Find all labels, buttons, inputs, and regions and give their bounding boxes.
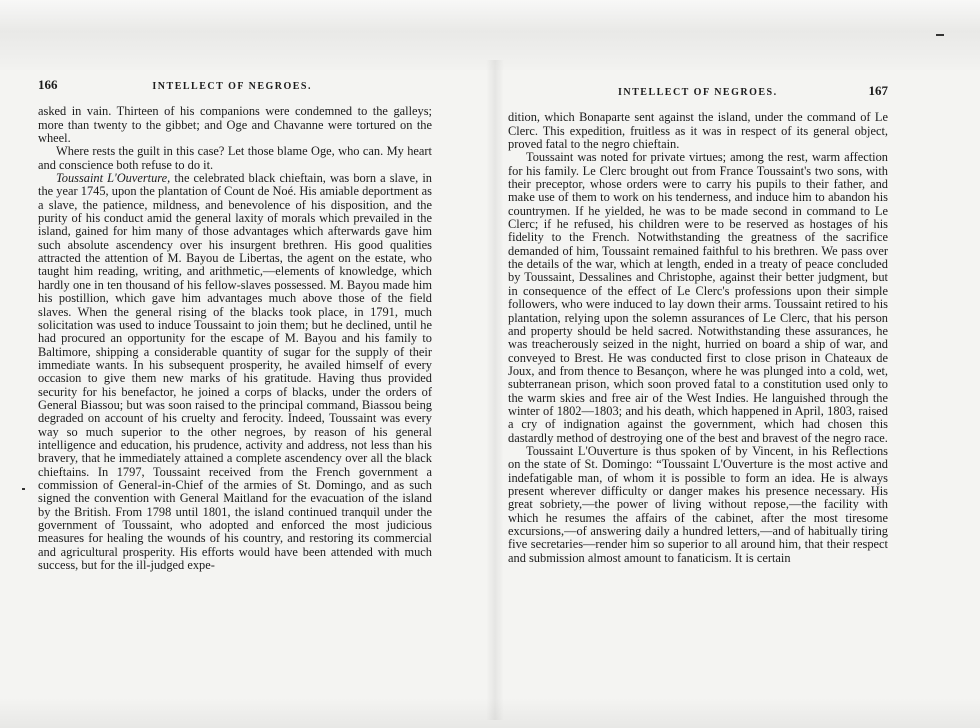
running-head: INTELLECT OF NEGROES. [618, 87, 778, 98]
page-number: 166 [38, 77, 58, 92]
toussaint-name: Toussaint L'Ouverture, [56, 171, 171, 186]
left-page-header [38, 78, 432, 93]
right-page-header [508, 84, 888, 99]
page-number: 167 [868, 83, 888, 98]
paragraph: Toussaint was noted for private virtues; among the rest, warm affection for his family. Le Clerc brought out from France Toussaint's two sons, with their preceptor, whose orders were to carry his pupils to their father, and make use of them to work on his tenderness, and induce him to abandon his countrymen. If he yielded, he was to be made second in command to Le Clerc; if he refused, his children were to be reserved as hostages of his fidelity to the French. Notwithstanding the greatness of the sacrifice demanded of him, Toussaint remained faithful to his brethren. We pass over the details of the war, which at length, ended in a treaty of peace concluded by Toussaint, Dessalines and Christophe, against their better judgment, but in consequence of the effect of Le Clerc's professions upon their simple followers, who were induced to lay down their arms. Toussaint retired to his plantation, relying upon the solemn assurances of Le Clerc, that his person and property should be held sacred. Notwithstanding these assurances, he was treacherously seized in the night, hurried on board a ship of war, and conveyed to Brest. He was conducted first to close prison in Chateaux de Joux, and from thence to Besançon, where he was plunged into a cold, wet, subterranean prison, which soon proved fatal to a constitution used only to the warm skies and free air of the West Indies. He languished through the winter of 1802—1803; and his death, which happened in April, 1803, raised a cry of indignation against the government, which had chosen this dastardly method of destroying one of the best and bravest of the negro race. [508, 150, 888, 445]
paragraph: dition, which Bonaparte sent against the island, under the command of Le Clerc. This expedition, fruitless as it was in respect of its general object, proved fatal to the negro chieftain. [508, 110, 888, 152]
paragraph: Where rests the guilt in this case? Let those blame Oge, who can. My heart and conscience both refuse to do it. [38, 144, 432, 172]
running-head: INTELLECT OF NEGROES. [152, 81, 312, 92]
left-page [38, 78, 432, 572]
scan-speck [936, 34, 944, 36]
paragraph-text: the celebrated black chieftain, was born a slave, in the year 1745, upon the plantation of Count de Noé. His amiable deportment as a slave, the patience, mildness, and benevolence of his disposition, and the purity of his conduct amid the general laxity of morals which prevailed in the island, gained for him many of those advantages which afterwards gave him such absolute ascendency over his insurgent brethren. His good qualities attracted the attention of M. Bayou de Libertas, the agent on the estate, who taught him reading, writing, and arithmetic,—elements of knowledge, which hardly one in ten thousand of his fellow-slaves possessed. M. Bayou made him his postillion, which gave him advantages much above those of the field slaves. When the general rising of the blacks took place, in 1791, much solicitation was used to induce Toussaint to join them; but he declined, until he had procured an opportunity for the escape of M. Bayou and his family to Baltimore, shipping a considerable quantity of sugar for the supply of their immediate wants. In his subsequent prosperity, he availed himself of every occasion to give them new marks of his gratitude. Having thus provided security for his benefactor, he joined a corps of blacks, under the orders of General Biassou; but was soon raised to the principal command, Biassou being degraded on account of his cruelty and ferocity. Indeed, Toussaint was every way so much superior to the other negroes, by reason of his general intelligence and education, his prudence, activity and address, not less than his bravery, that he immediately attained a complete ascendency over all the black chieftains. In 1797, Toussaint received from the French government a commission of General-in-Chief of the armies of St. Domingo, and as such signed the convention with General Maitland for the evacuation of the island by the British. From 1798 until 1801, the island continued tranquil under the government of Toussaint, who adopted and enforced the most judicious measures for healing the wounds of his country, and restoring its commercial and agricultural prosperity. His efforts would have been attended with much success, but for the ill-judged expe- [38, 171, 432, 573]
paragraph-toussaint [38, 172, 432, 572]
scan-speck [22, 488, 25, 490]
book-gutter [486, 60, 504, 720]
paragraph: Toussaint L'Ouverture is thus spoken of by Vincent, in his Reflections on the state of St. Domingo: “Toussaint L'Ouverture is the most active and indefatigable man, of whom it is possible to form an idea. He is always present wherever difficulty or danger makes his presence necessary. His great sobriety,—the power of living without repose,—the facility with which he resumes the affairs of the cabinet, after the most tiresome excursions,—of answering daily a hundred letters,—and of habitually tiring five secretaries—render him so superior to all around him, that their respect and submission almost amount to fanaticism. It is certain [508, 443, 888, 565]
paragraph: asked in vain. Thirteen of his companions were condemned to the galleys; more than twenty to the gibbet; and Oge and Chavanne were tortured on the wheel. [38, 104, 432, 146]
right-page [508, 84, 888, 565]
